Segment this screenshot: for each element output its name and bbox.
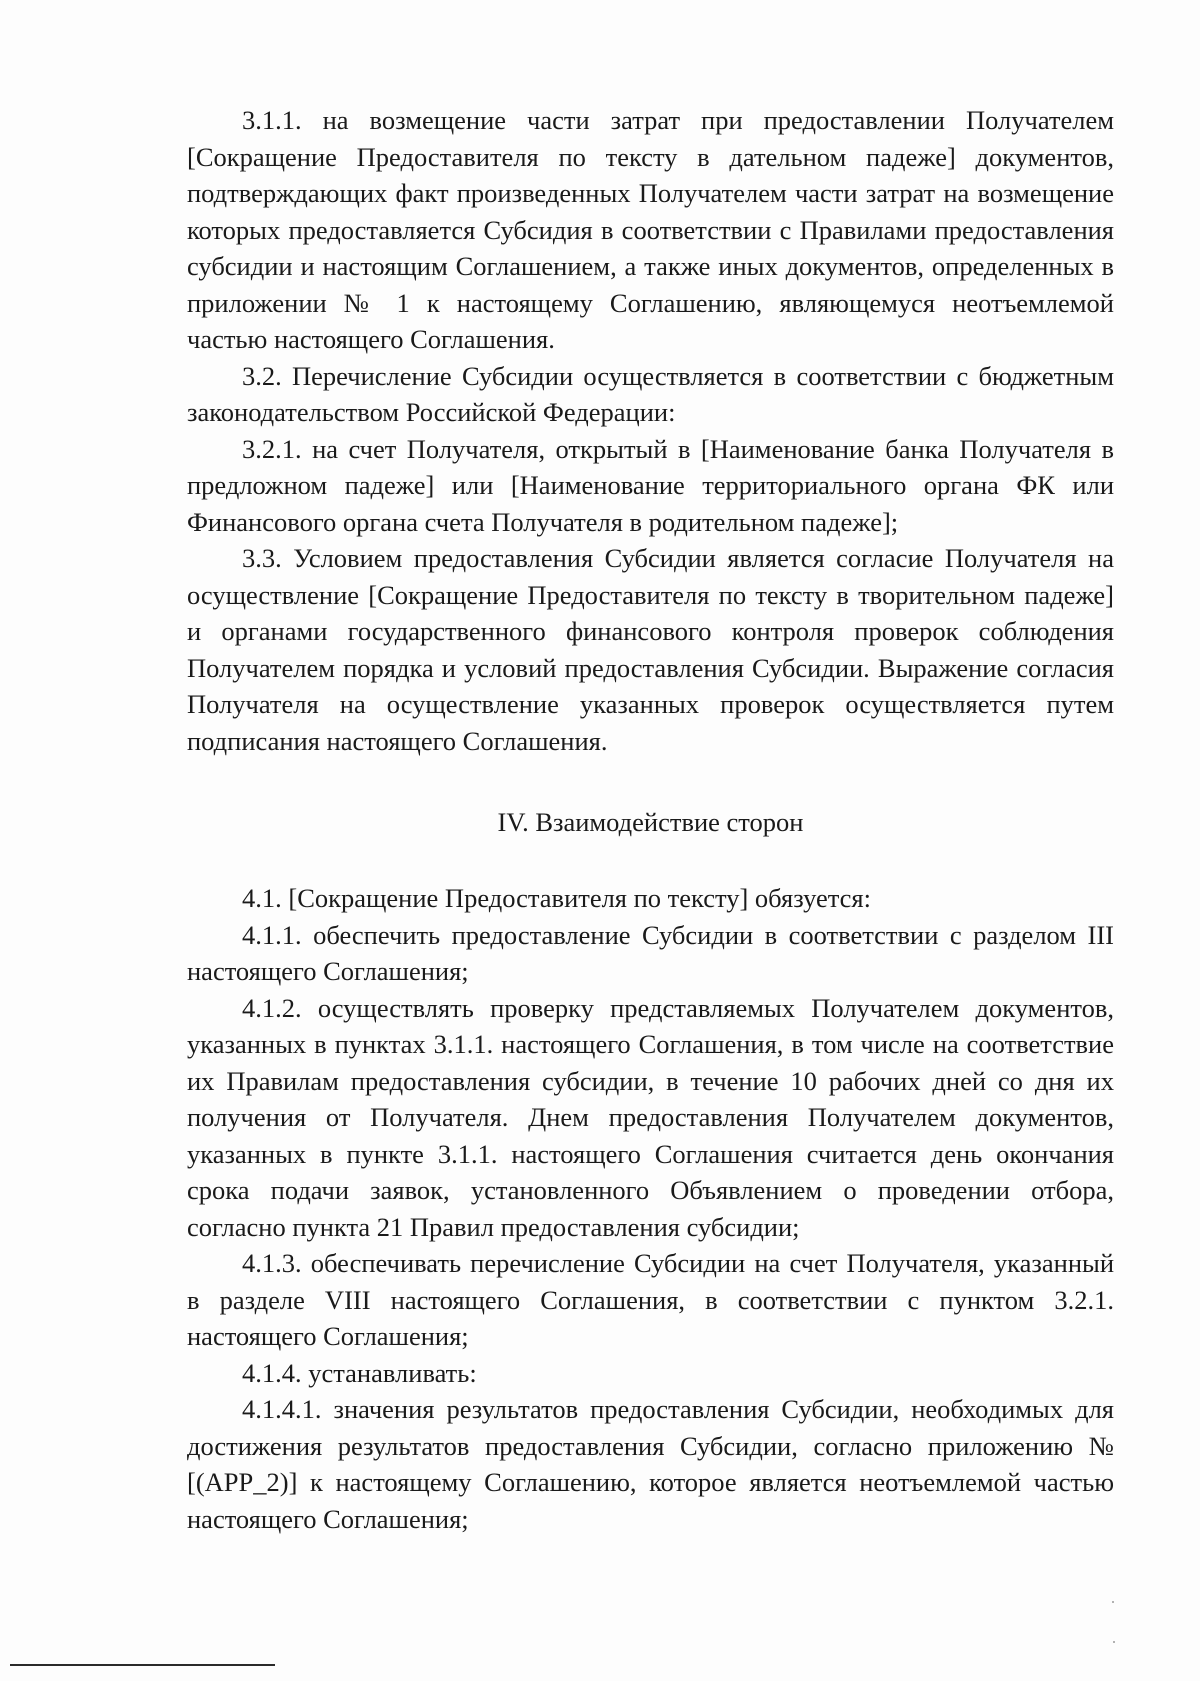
- paragraph-3-2: 3.2. Перечисление Субсидии осуществляется в соответствии с бюджетным законодательством Российской Федерации:: [187, 360, 1114, 427]
- section-heading: IV. Взаимодействие сторон: [497, 807, 804, 837]
- scan-speck: [1112, 1601, 1114, 1603]
- paragraph-3-1-1: 3.1.1. на возмещение части затрат при предоставлении Получателем [Сокращение Предоставителя по тексту в дательном падеже] документов, подтверждающих факт произведенных Получателем части затрат на возмещение которых предоставляется Субсидия в соответствии с Правилами предоставления субсидии и настоящим Соглашением, а также иных документов, определенных в приложении № 1 к настоящему Соглашению, являющемуся неотъемлемой частью настоящего Соглашения.: [187, 105, 1114, 354]
- paragraph-4-1-1: 4.1.1. обеспечить предоставление Субсидии в соответствии с разделом III настоящего Соглашения;: [187, 919, 1114, 986]
- paragraph-4-1-3: 4.1.3. обеспечивать перечисление Субсидии на счет Получателя, указанный в разделе VIII настоящего Соглашения, в соответствии с пунктом 3.2.1. настоящего Соглашения;: [187, 1248, 1114, 1351]
- paragraph-4-1-4: 4.1.4. устанавливать:: [242, 1357, 477, 1388]
- paragraph-3-3: 3.3. Условием предоставления Субсидии является согласие Получателя на осуществление [Сокращение Предоставителя по тексту в творительном падеже] и органами государственного финансового контроля проверок соблюдения Получателем порядка и условий предоставления Субсидии. Выражение согласия Получателя на осуществление указанных проверок осуществляется путем подписания настоящего Соглашения.: [187, 543, 1114, 756]
- paragraph-3-2-1: 3.2.1. на счет Получателя, открытый в [Наименование банка Получателя в предложном падеже] или [Наименование территориального органа ФК или Финансового органа счета Получателя в родительном падеже];: [187, 433, 1114, 537]
- section-three-text: [187, 102, 1114, 759]
- paragraph-4-1-4-1: 4.1.4.1. значения результатов предоставления Субсидии, необходимых для достижения результатов предоставления Субсидии, согласно приложению № [(APP_2)] к настоящему Соглашению, которое является неотъемлемой частью настоящего Соглашения;: [187, 1394, 1114, 1534]
- footnote-separator: [10, 1664, 275, 1666]
- paragraph-4-1: 4.1. [Сокращение Предоставителя по тексту] обязуется:: [242, 883, 871, 913]
- section-four-text: [187, 880, 1114, 1537]
- paragraph-4-1-2: 4.1.2. осуществлять проверку представляемых Получателем документов, указанных в пунктах 3.1.1. настоящего Соглашения, в том числе на соответствие их Правилам предоставления субсидии, в течение 10 рабочих дней со дня их получения от Получателя. Днем предоставления Получателем документов, указанных в пункте 3.1.1. настоящего Соглашения считается день окончания срока подачи заявок, установленного Объявлением о проведении отбора, согласно пункта 21 Правил предоставления субсидии;: [187, 992, 1114, 1242]
- scan-speck: [1113, 1641, 1115, 1643]
